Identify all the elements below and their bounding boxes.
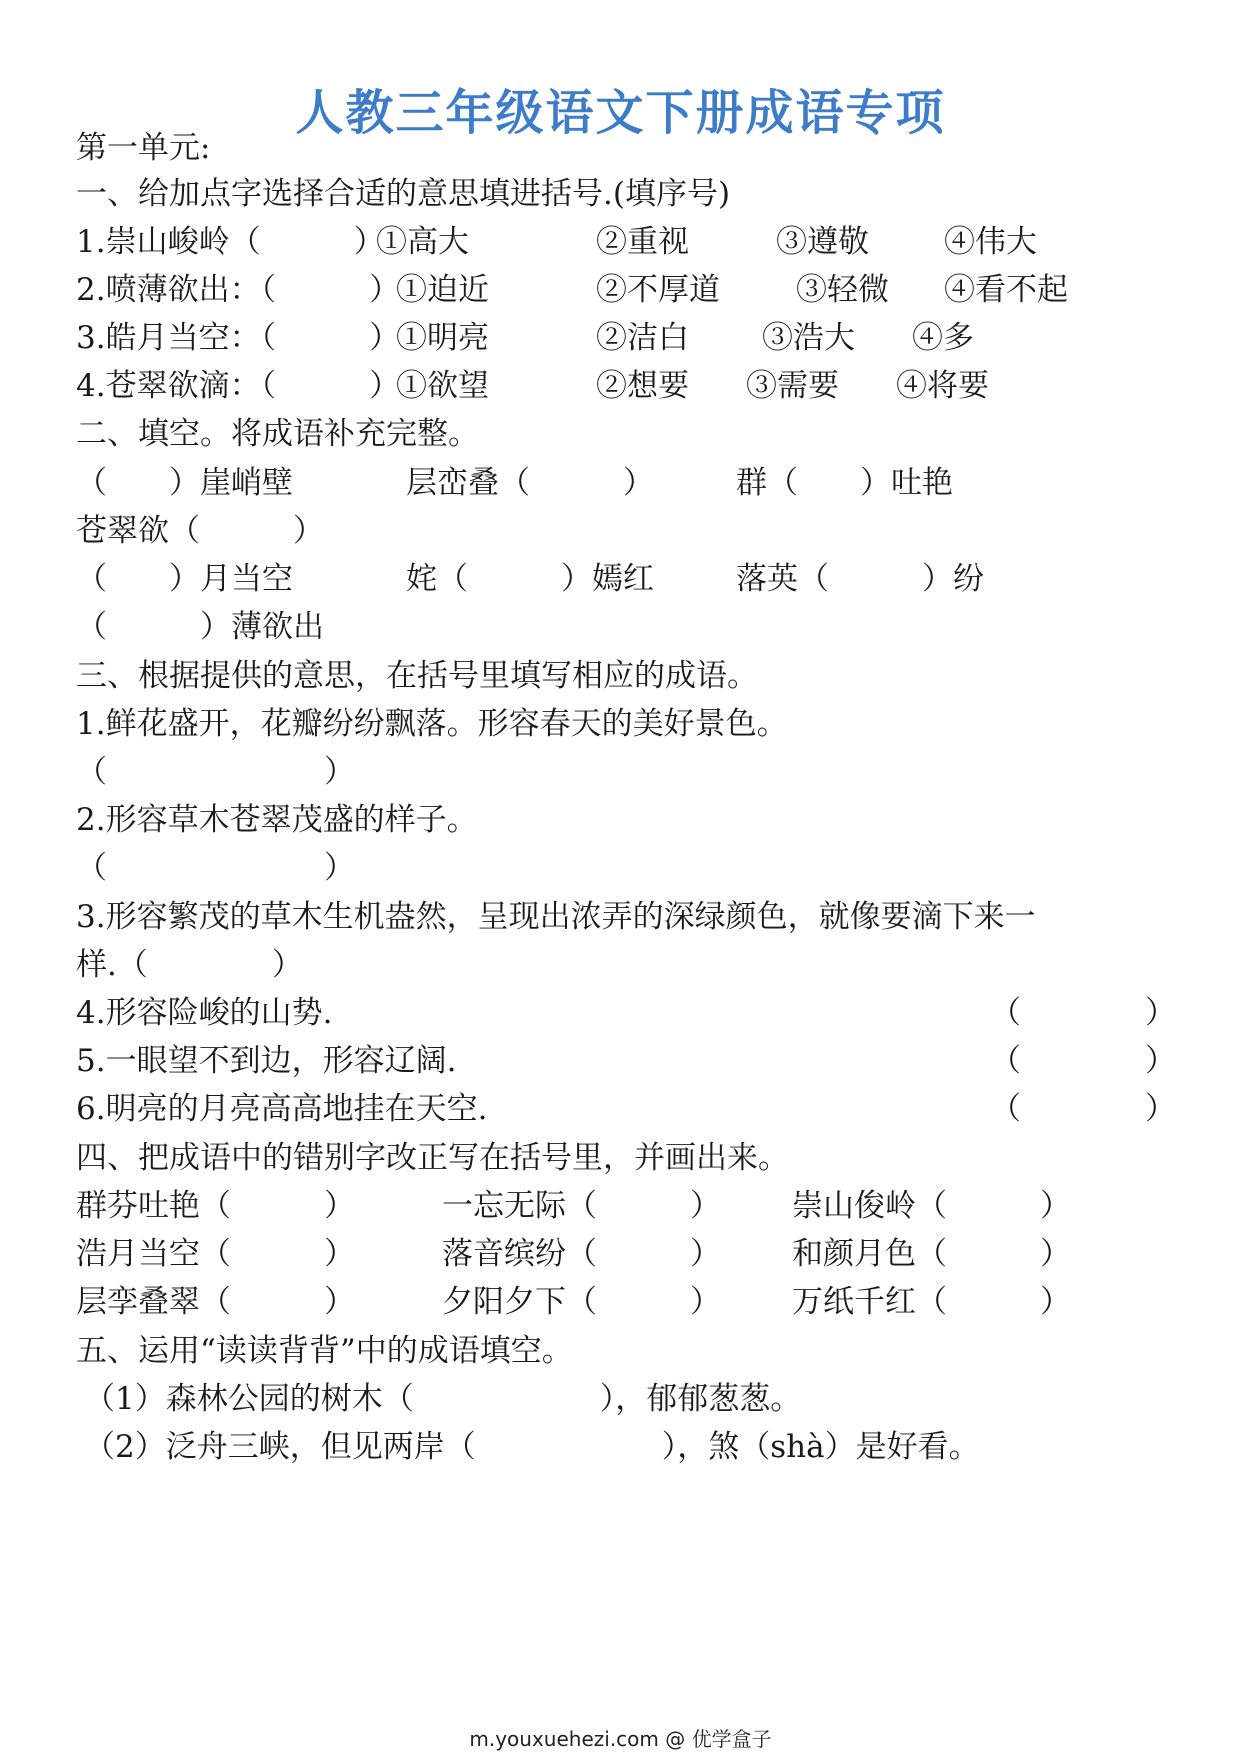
section-3-heading: 三、根据提供的意思，在括号里填写相应的成语。 [76,658,758,694]
s4-item: 一忘无际（ ） [442,1188,721,1224]
s1-question-3: 3.皓月当空：（ ） [76,320,401,356]
s1-option: ③浩大 [762,320,855,356]
s3-question-3-cont: 样.（ ） [76,947,303,983]
s1-option: ①迫近 [396,272,489,308]
s1-option: ①明亮 [396,320,489,356]
s2-item: 落英（ ）纷 [736,561,984,597]
s2-item: 苍翠欲（ ） [76,513,324,549]
s4-item: 崇山俊岭（ ） [792,1188,1071,1224]
s2-item: （ ）月当空 [76,561,293,597]
s1-option: ④看不起 [944,272,1068,308]
s1-question-2: 2.喷薄欲出：（ ） [76,272,401,308]
s1-option: ①高大 [376,224,469,260]
s4-item: 群芬吐艳（ ） [76,1188,355,1224]
s2-item: 层峦叠（ ） [406,465,654,501]
s1-option: ③需要 [746,368,839,404]
section-2-heading: 二、填空。将成语补充完整。 [76,416,479,452]
s1-option: ②洁白 [596,320,689,356]
s5-question-1: （1）森林公园的树木（ ），郁郁葱葱。 [84,1381,802,1417]
footer-watermark: m.youxuehezi.com @ 优学盒子 [469,1727,772,1751]
s3-answer-blank: （ ） [76,754,355,790]
s1-option: ①欲望 [396,368,489,404]
s4-item: 浩月当空（ ） [76,1236,355,1272]
s3-answer-blank: （ ） [990,1091,1176,1127]
section-1-heading: 一、给加点字选择合适的意思填进括号.(填序号) [76,176,731,212]
s3-question-6: 6.明亮的月亮高高地挂在天空. [76,1091,488,1127]
section-5-heading: 五、运用“读读背背”中的成语填空。 [76,1333,573,1369]
s4-item: 和颜月色（ ） [792,1236,1071,1272]
s1-question-4: 4.苍翠欲滴：（ ） [76,368,401,404]
s1-option: ③遵敬 [776,224,869,260]
s3-answer-blank: （ ） [990,1043,1176,1079]
s1-option: ②想要 [596,368,689,404]
s1-option: ②重视 [596,224,689,260]
s3-answer-blank: （ ） [990,995,1176,1031]
s1-option: ④多 [912,320,974,356]
s5-question-2: （2）泛舟三峡，但见两岸（ ），煞（shà）是好看。 [84,1429,980,1465]
s3-question-4: 4.形容险峻的山势. [76,995,333,1031]
s3-answer-blank: （ ） [76,850,355,886]
s4-item: 万纸千红（ ） [792,1284,1071,1320]
s2-item: 群（ ）吐艳 [736,465,953,501]
s3-question-5: 5.一眼望不到边，形容辽阔. [76,1043,457,1079]
s1-question-1: 1.崇山峻岭（ ） [76,224,385,260]
s3-question-1: 1.鲜花盛开，花瓣纷纷飘落。形容春天的美好景色。 [76,706,788,742]
s4-item: 层孪叠翠（ ） [76,1284,355,1320]
s1-option: ③轻微 [796,272,889,308]
s2-item: （ ）崖峭壁 [76,465,293,501]
s3-question-2: 2.形容草木苍翠茂盛的样子。 [76,802,478,838]
s4-item: 落音缤纷（ ） [442,1236,721,1272]
s2-item: （ ）薄欲出 [76,609,324,645]
page-title: 人教三年级语文下册成语专项 [295,85,946,141]
s2-item: 姹（ ）嫣红 [406,561,654,597]
s1-option: ④伟大 [944,224,1037,260]
unit-heading: 第一单元: [76,130,211,166]
s1-option: ④将要 [896,368,989,404]
s4-item: 夕阳夕下（ ） [442,1284,721,1320]
section-4-heading: 四、把成语中的错别字改正写在括号里，并画出来。 [76,1140,789,1176]
s3-question-3: 3.形容繁茂的草木生机盎然，呈现出浓弄的深绿颜色，就像要滴下来一 [76,899,1036,935]
s1-option: ②不厚道 [596,272,720,308]
